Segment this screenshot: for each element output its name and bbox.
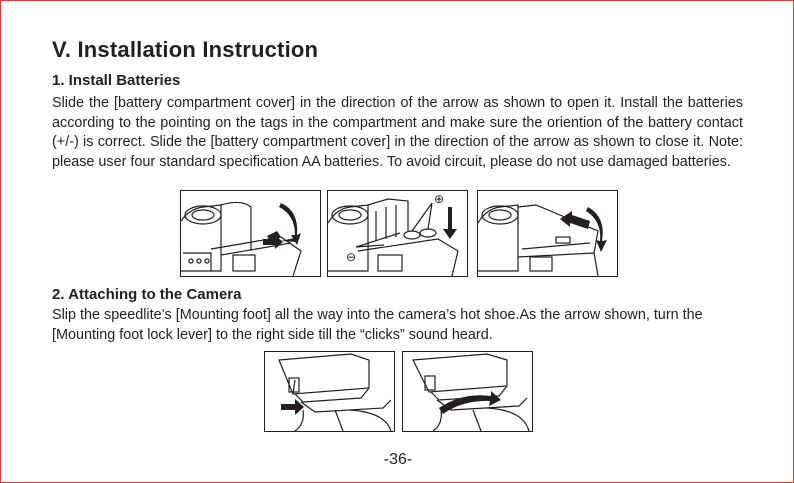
section-title-attaching-camera: 2. Attaching to the Camera	[52, 286, 242, 303]
section-title-install-batteries: 1. Install Batteries	[52, 72, 181, 89]
figure-insert-batteries	[327, 190, 468, 277]
page-title: V. Installation Instruction	[52, 37, 319, 62]
page-number: -36-	[383, 451, 413, 468]
figure-slide-mounting-foot	[264, 351, 395, 432]
figure-close-cover	[477, 190, 618, 277]
figure-open-cover	[180, 190, 321, 277]
figure-turn-lock-lever	[402, 351, 533, 432]
attaching-camera-text: Slip the speedlite’s [Mounting foot] all the way into the camera’s hot shoe.As the arrow shown, turn the [Mounting foot lock lever] to the right side till the “clicks” sound heard.	[52, 307, 703, 343]
plus-polarity-label: ⊕	[434, 192, 445, 206]
install-batteries-text: Slide the [battery compartment cover] in the direction of the arrow as shown to open it. Install the batteries according to the pointing on the tags in the compartment and make sure the oriention of the battery contact (+/-) is correct. Slide the [battery compartment cover] in the direction of the arrow as shown to close it. Note: please user four standard specification AA batteries. To avoid circuit, please do not use damaged batteries.	[52, 95, 743, 170]
minus-polarity-label: ⊖	[346, 250, 357, 264]
